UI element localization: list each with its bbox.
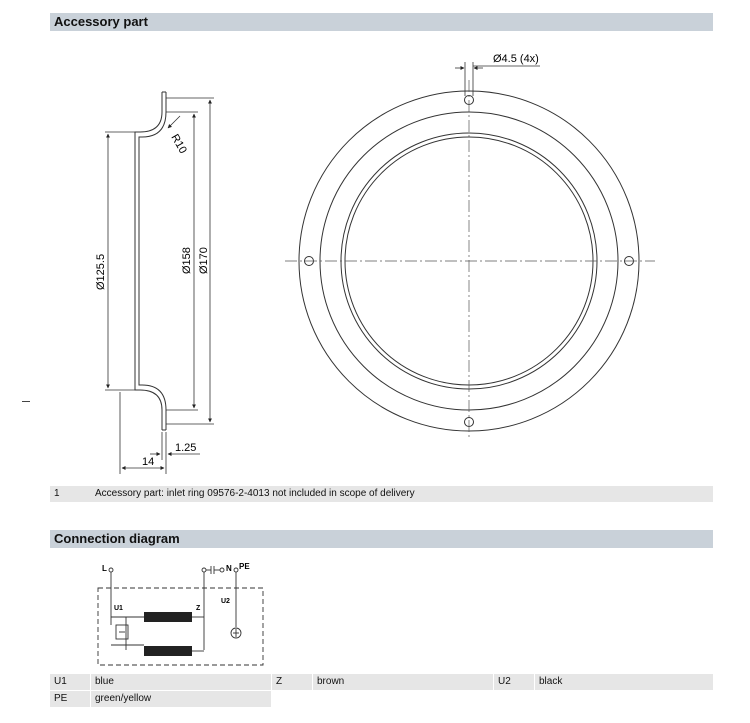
connection-diagram-header: Connection diagram <box>50 530 713 548</box>
depth-label: 14 <box>142 456 155 468</box>
center-lines <box>285 80 655 440</box>
legend-key: U2 <box>494 674 534 690</box>
wire-U1: U1 <box>114 605 123 612</box>
diameter-dimensions <box>105 98 214 474</box>
note-row <box>50 486 713 502</box>
legend-value: black <box>535 674 713 690</box>
side-profile <box>135 92 166 430</box>
wire-Z: Z <box>196 605 201 612</box>
hole-label: Ø4.5 (4x) <box>493 53 539 65</box>
note-number: 1 <box>54 488 60 499</box>
note-text: Accessory part: inlet ring 09576-2-4013 not included in scope of delivery <box>95 488 415 499</box>
winding-main <box>144 612 192 622</box>
radius-label: R10 <box>168 132 189 156</box>
wiring-diagram <box>0 555 750 675</box>
dia-inner-label: Ø125.5 <box>95 253 107 290</box>
legend-value: blue <box>91 674 271 690</box>
winding-aux <box>144 646 192 656</box>
legend-row-2 <box>50 691 271 707</box>
accessory-part-header: Accessory part <box>50 13 713 31</box>
dia-mid-label: Ø158 <box>181 247 193 274</box>
thickness-label: 1.25 <box>175 442 197 454</box>
legend-key: U1 <box>50 674 90 690</box>
legend-value: green/yellow <box>91 691 271 707</box>
wire-U2: U2 <box>221 598 230 605</box>
legend-key: PE <box>50 691 90 707</box>
wire-L: L <box>102 564 107 573</box>
legend-value: brown <box>313 674 493 690</box>
wire-PE: PE <box>239 562 250 571</box>
dia-outer-label: Ø170 <box>198 247 210 274</box>
legend-row-1 <box>50 674 713 690</box>
legend-key: Z <box>272 674 312 690</box>
wire-N: N <box>226 564 232 573</box>
